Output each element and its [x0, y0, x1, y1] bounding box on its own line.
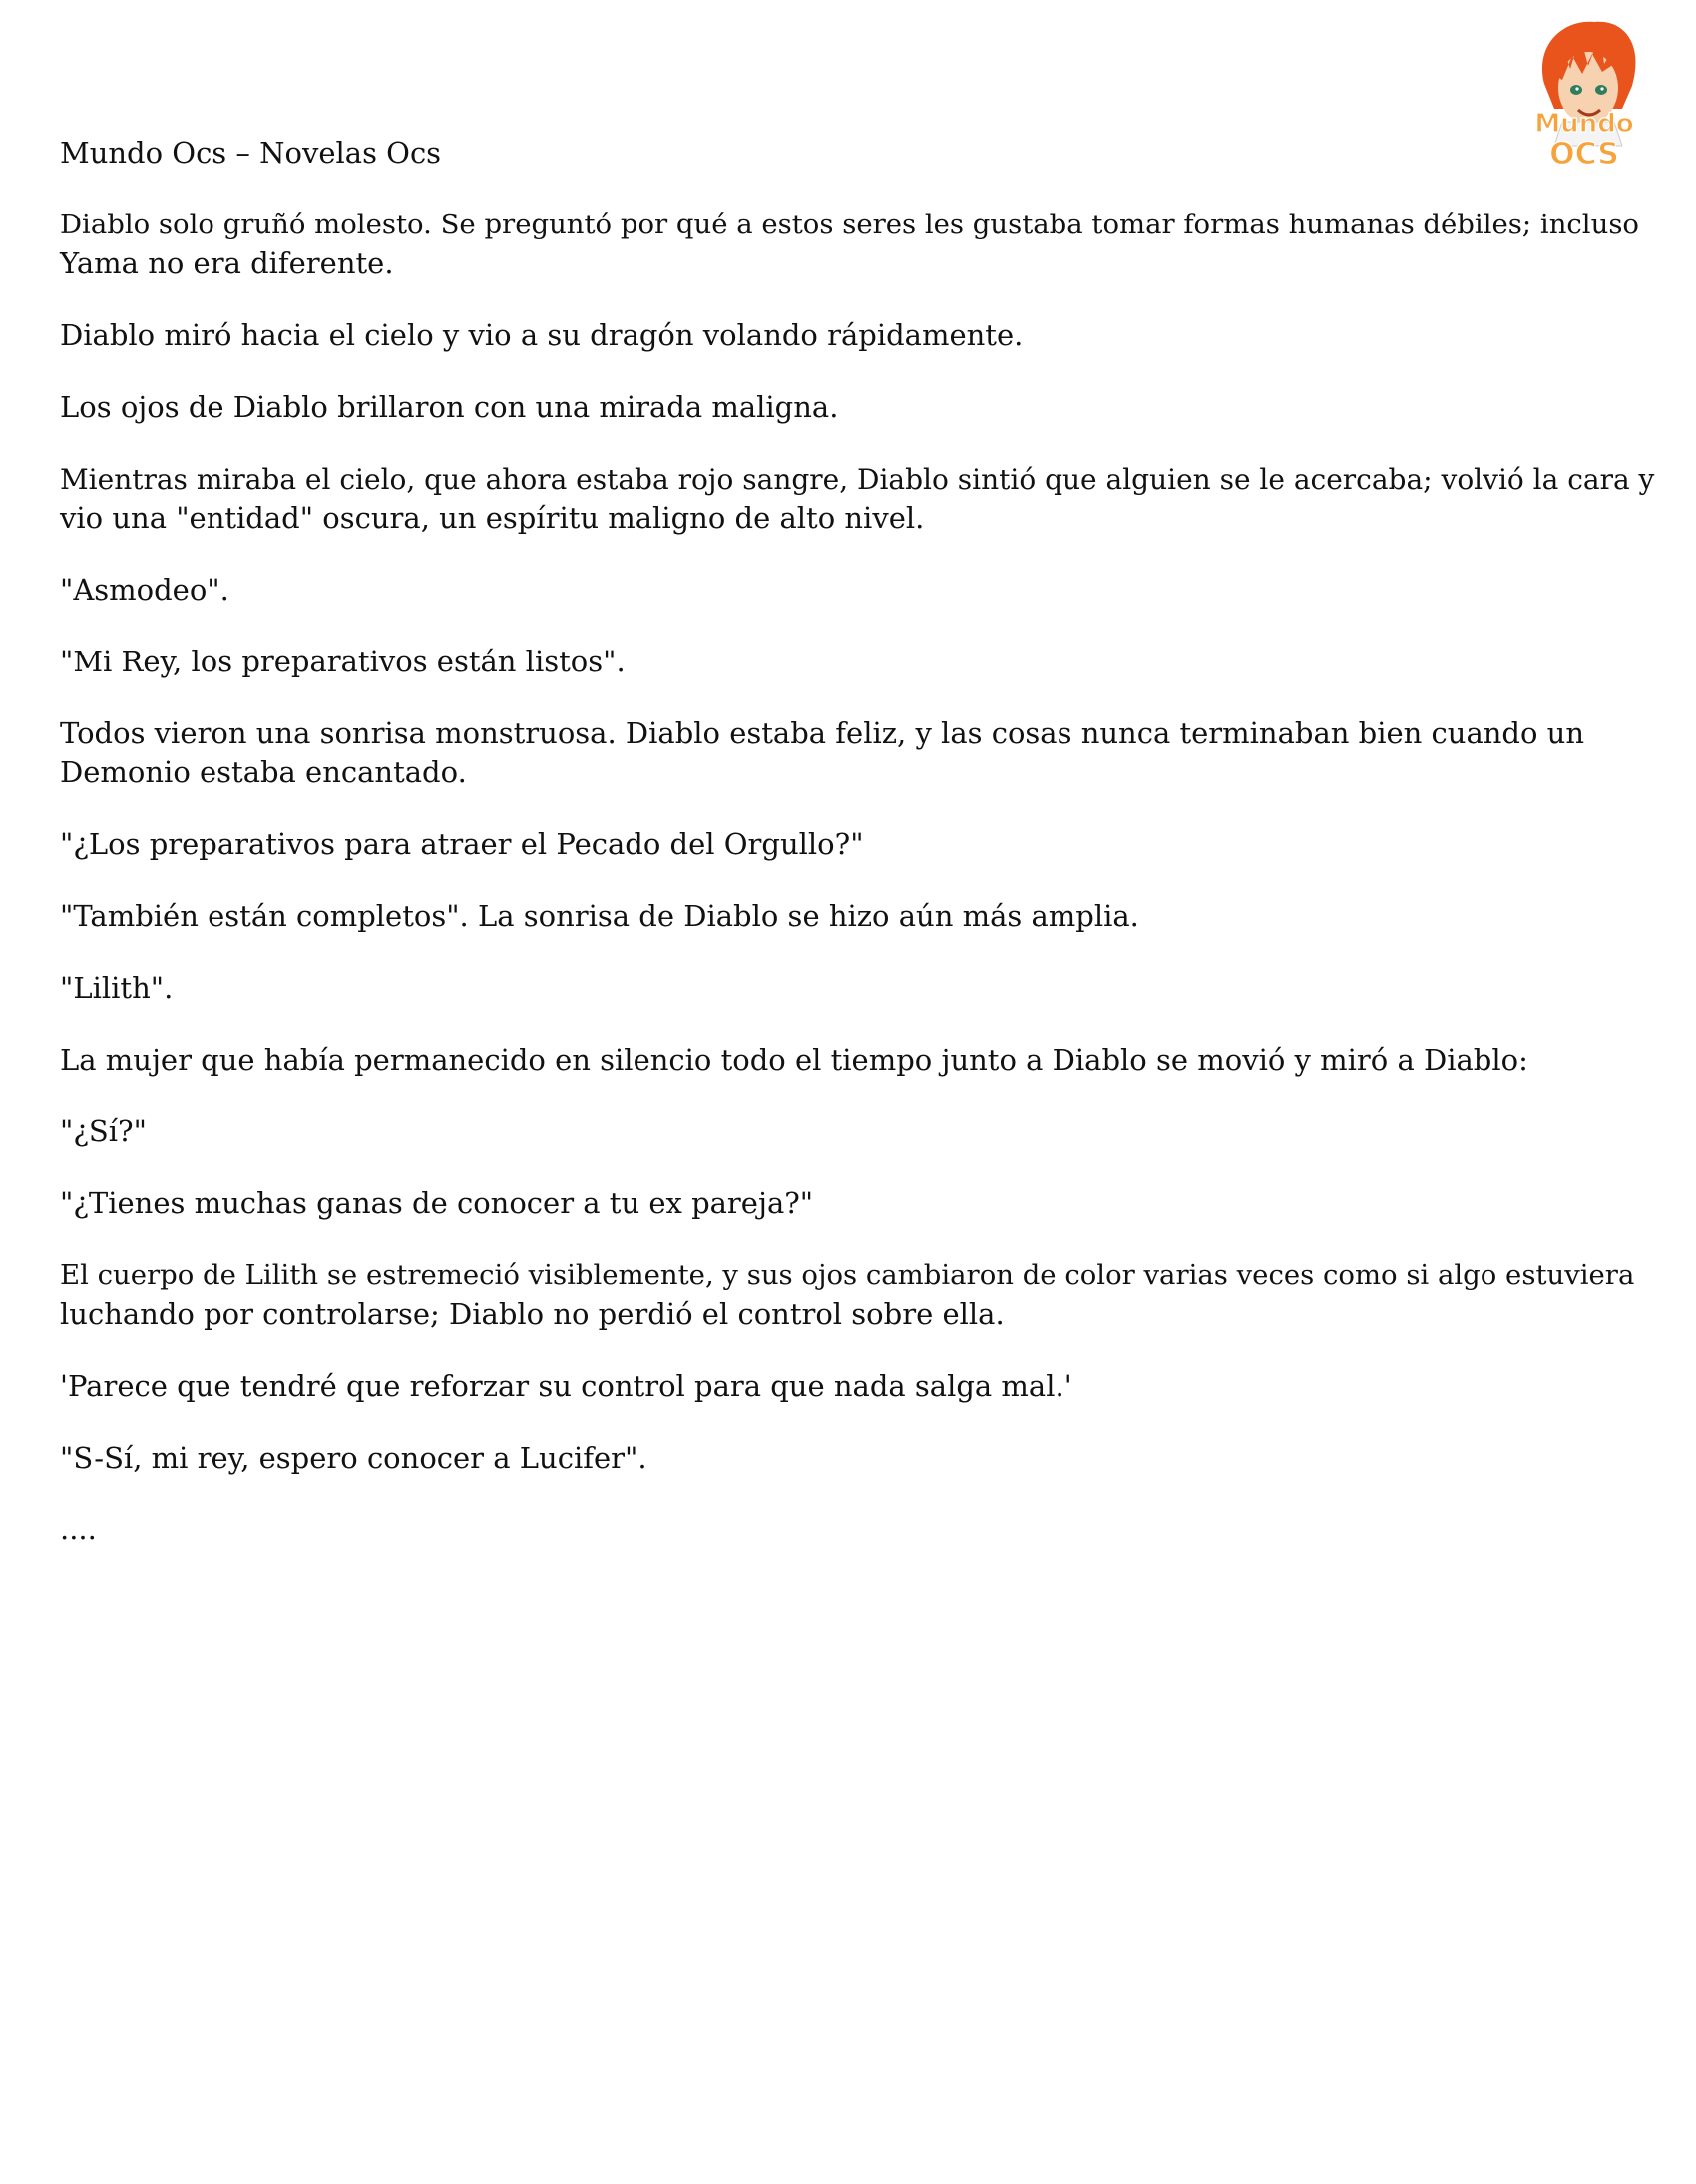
paragraph	[60, 714, 1656, 792]
paragraph-ellipsis: ....	[60, 1513, 97, 1546]
document-header: Mundo Ocs – Novelas Ocs	[60, 136, 442, 170]
logo-text-line2: OCS	[1549, 137, 1619, 172]
paragraph: La mujer que había permanecido en silencio todo el tiempo junto a Diablo se movió y miró a Diablo:	[60, 1043, 1528, 1077]
paragraph: Los ojos de Diablo brillaron con una mirada maligna.	[60, 390, 839, 424]
paragraph: Diablo miró hacia el cielo y vio a su dragón volando rápidamente.	[60, 318, 1024, 352]
paragraph: "¿Tienes muchas ganas de conocer a tu ex pareja?"	[60, 1186, 814, 1220]
paragraph: "¿Sí?"	[60, 1114, 147, 1148]
paragraph-line: El cuerpo de Lilith se estremeció visiblemente, y sus ojos cambiaron de color varias veces como si algo estuviera	[60, 1259, 1635, 1291]
paragraph-line: luchando por controlarse; Diablo no perdió el control sobre ella.	[60, 1297, 1005, 1331]
paragraph-line: Yama no era diferente.	[60, 246, 394, 280]
logo-text-line1: Mundo	[1534, 109, 1634, 139]
paragraph: "También están completos". La sonrisa de Diablo se hizo aún más amplia.	[60, 899, 1139, 933]
paragraph: "S-Sí, mi rey, espero conocer a Lucifer".	[60, 1441, 647, 1475]
paragraph-line: Diablo solo gruñó molesto. Se preguntó por qué a estos seres les gustaba tomar formas humanas débiles; incluso	[60, 209, 1639, 240]
paragraph: "Mi Rey, los preparativos están listos".	[60, 645, 626, 678]
paragraph: "Lilith".	[60, 971, 174, 1005]
paragraph	[60, 460, 1656, 538]
paragraph	[60, 206, 1656, 283]
paragraph-line: vio una "entidad" oscura, un espíritu maligno de alto nivel.	[60, 501, 925, 535]
paragraph: "¿Los preparativos para atraer el Pecado del Orgullo?"	[60, 827, 864, 861]
paragraph-line: Demonio estaba encantado.	[60, 755, 467, 789]
paragraph-line: Todos vieron una sonrisa monstruosa. Diablo estaba feliz, y las cosas nunca terminaban bien cuando un	[60, 716, 1585, 750]
document-body	[60, 134, 1656, 1582]
paragraph-line: Mientras miraba el cielo, que ahora estaba rojo sangre, Diablo sintió que alguien se le acercaba; volvió la cara y	[60, 463, 1655, 496]
paragraph: 'Parece que tendré que reforzar su control para que nada salga mal.'	[60, 1369, 1072, 1403]
paragraph	[60, 1256, 1656, 1334]
paragraph: "Asmodeo".	[60, 573, 229, 607]
